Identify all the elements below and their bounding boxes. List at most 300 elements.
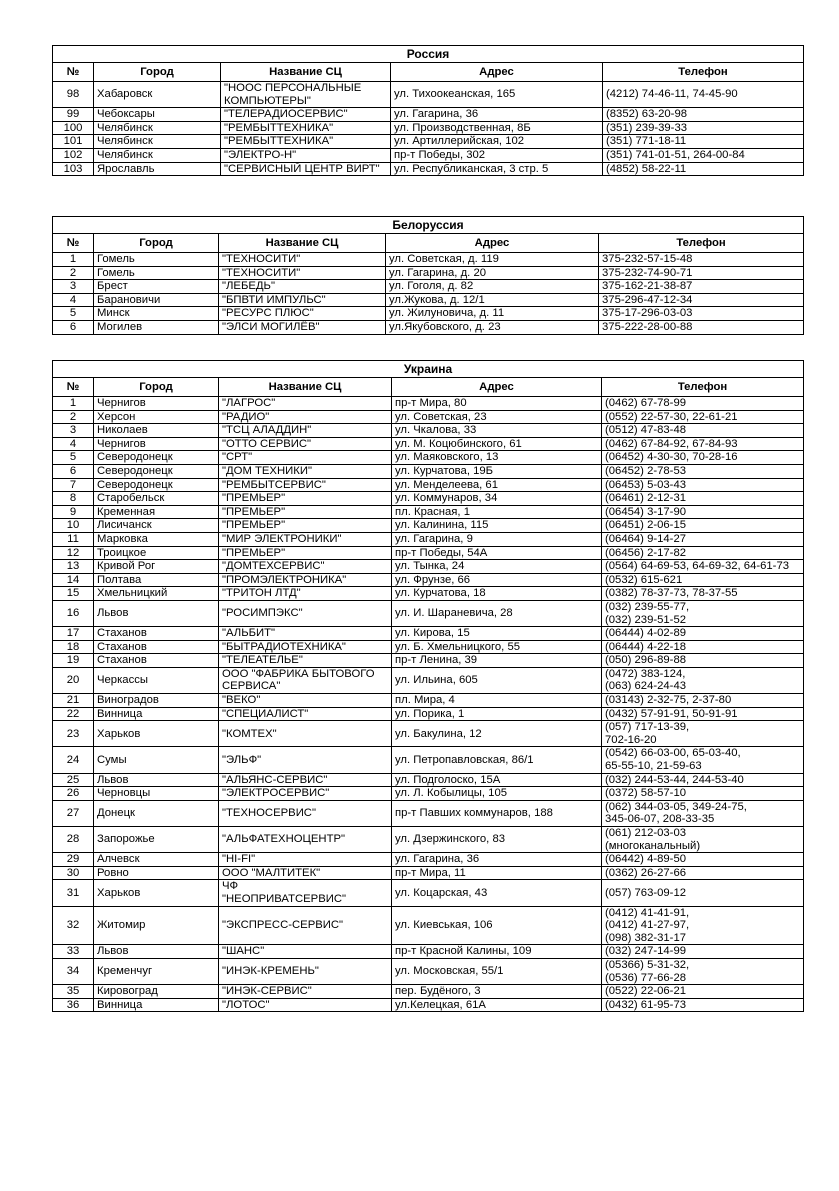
cell-address: пр-т Ленина, 39 — [392, 654, 602, 668]
cell-num: 1 — [53, 397, 94, 411]
cell-city: Кременчуг — [94, 958, 219, 984]
cell-num: 20 — [53, 667, 94, 693]
col-header-phone: Телефон — [599, 234, 804, 253]
cell-num: 3 — [53, 280, 94, 294]
cell-service-center: "БЫТРАДИОТЕХНИКА" — [219, 640, 392, 654]
table-row — [53, 707, 804, 721]
cell-city: Гомель — [94, 266, 219, 280]
cell-num: 2 — [53, 266, 94, 280]
cell-address: пер. Будёного, 3 — [392, 985, 602, 999]
cell-num: 8 — [53, 492, 94, 506]
cell-num: 30 — [53, 866, 94, 880]
cell-city: Николаев — [94, 424, 219, 438]
cell-service-center: "БПВТИ ИМПУЛЬС" — [219, 293, 386, 307]
table-row — [53, 424, 804, 438]
cell-address: ул. Б. Хмельницкого, 55 — [392, 640, 602, 654]
cell-service-center: "ТЕХНОСИТИ" — [219, 266, 386, 280]
table-row — [53, 945, 804, 959]
cell-phone: 375-296-47-12-34 — [599, 293, 804, 307]
cell-phone: 375-17-296-03-03 — [599, 307, 804, 321]
cell-phone: (06452) 4-30-30, 70-28-16 — [602, 451, 804, 465]
cell-phone: (0432) 61-95-73 — [602, 998, 804, 1012]
cell-num: 10 — [53, 519, 94, 533]
cell-num: 21 — [53, 694, 94, 708]
cell-phone: (0552) 22-57-30, 22-61-21 — [602, 410, 804, 424]
cell-city: Харьков — [94, 880, 219, 906]
cell-phone: (0372) 58-57-10 — [602, 787, 804, 801]
cell-num: 36 — [53, 998, 94, 1012]
col-header-city: Город — [94, 63, 221, 82]
cell-address: ул. Курчатова, 18 — [392, 587, 602, 601]
cell-service-center: "РОСИМПЭКС" — [219, 600, 392, 626]
cell-city: Челябинск — [94, 148, 221, 162]
cell-num: 13 — [53, 560, 94, 574]
cell-num: 28 — [53, 827, 94, 853]
cell-city: Черновцы — [94, 787, 219, 801]
cell-city: Могилев — [94, 320, 219, 334]
cell-phone: 375-222-28-00-88 — [599, 320, 804, 334]
cell-address: ул. Гагарина, д. 20 — [386, 266, 599, 280]
cell-city: Сумы — [94, 747, 219, 773]
cell-num: 3 — [53, 424, 94, 438]
cell-phone: (057) 763-09-12 — [602, 880, 804, 906]
cell-phone: (0462) 67-84-92, 67-84-93 — [602, 437, 804, 451]
cell-service-center: "ЛАГРОС" — [219, 397, 392, 411]
cell-city: Херсон — [94, 410, 219, 424]
cell-service-center: "HI-FI" — [219, 853, 392, 867]
cell-city: Донецк — [94, 800, 219, 826]
cell-phone: (061) 212-03-03 (многоканальный) — [602, 827, 804, 853]
col-header-address: Адрес — [392, 378, 602, 397]
cell-service-center: "ТЕХНОСЕРВИС" — [219, 800, 392, 826]
cell-city: Северодонецк — [94, 478, 219, 492]
cell-service-center: "ЭКСПРЕСС-СЕРВИС" — [219, 906, 392, 945]
cell-num: 31 — [53, 880, 94, 906]
cell-service-center: "АЛЬЯНС-СЕРВИС" — [219, 773, 392, 787]
cell-city: Запорожье — [94, 827, 219, 853]
cell-service-center: "АЛЬБИТ" — [219, 627, 392, 641]
cell-phone: (06454) 3-17-90 — [602, 505, 804, 519]
cell-city: Стаханов — [94, 640, 219, 654]
cell-address: пр-т Победы, 302 — [391, 148, 603, 162]
cell-phone: (8352) 63-20-98 — [603, 108, 804, 122]
cell-address: ул. Гагарина, 36 — [391, 108, 603, 122]
cell-address: пл. Красная, 1 — [392, 505, 602, 519]
cell-address: ул. Коммунаров, 34 — [392, 492, 602, 506]
cell-city: Северодонецк — [94, 464, 219, 478]
cell-city: Кривой Рог — [94, 560, 219, 574]
cell-service-center: "РЕМБЫТТЕХНИКА" — [221, 135, 391, 149]
table-row — [53, 958, 804, 984]
cell-service-center: "АЛЬФАТЕХНОЦЕНТР" — [219, 827, 392, 853]
table-row — [53, 135, 804, 149]
col-header-num: № — [53, 234, 94, 253]
cell-address: ул. Подголоско, 15А — [392, 773, 602, 787]
cell-num: 27 — [53, 800, 94, 826]
cell-city: Марковка — [94, 532, 219, 546]
cell-num: 15 — [53, 587, 94, 601]
table-row — [53, 293, 804, 307]
col-header-address: Адрес — [391, 63, 603, 82]
cell-city: Винница — [94, 707, 219, 721]
cell-phone: (032) 239-55-77, (032) 239-51-52 — [602, 600, 804, 626]
table-row — [53, 667, 804, 693]
col-header-address: Адрес — [386, 234, 599, 253]
cell-city: Чернигов — [94, 397, 219, 411]
cell-address: ул.Келецкая, 61А — [392, 998, 602, 1012]
cell-phone: (0522) 22-06-21 — [602, 985, 804, 999]
cell-phone: (062) 344-03-05, 349-24-75, 345-06-07, 208-33-35 — [602, 800, 804, 826]
cell-address: ул. Петропавловская, 86/1 — [392, 747, 602, 773]
cell-num: 19 — [53, 654, 94, 668]
cell-address: ул.Якубовского, д. 23 — [386, 320, 599, 334]
cell-phone: (032) 244-53-44, 244-53-40 — [602, 773, 804, 787]
cell-phone: (06444) 4-02-89 — [602, 627, 804, 641]
cell-service-center: ООО "МАЛТИТЕК" — [219, 866, 392, 880]
table-row — [53, 397, 804, 411]
table-row — [53, 587, 804, 601]
table-row — [53, 108, 804, 122]
table-row — [53, 253, 804, 267]
cell-phone: (4852) 58-22-11 — [603, 162, 804, 176]
cell-city: Львов — [94, 945, 219, 959]
cell-phone: (0462) 67-78-99 — [602, 397, 804, 411]
table-row — [53, 573, 804, 587]
cell-num: 2 — [53, 410, 94, 424]
cell-service-center: "СРТ" — [219, 451, 392, 465]
cell-service-center: "ПРЕМЬЕР" — [219, 492, 392, 506]
table-row — [53, 827, 804, 853]
cell-city: Алчевск — [94, 853, 219, 867]
section-title: Россия — [53, 46, 804, 63]
cell-address: ул. Ильина, 605 — [392, 667, 602, 693]
col-header-city: Город — [94, 234, 219, 253]
cell-service-center: "ТЕХНОСИТИ" — [219, 253, 386, 267]
cell-phone: (050) 296-89-88 — [602, 654, 804, 668]
table-row — [53, 654, 804, 668]
cell-city: Северодонецк — [94, 451, 219, 465]
cell-num: 7 — [53, 478, 94, 492]
cell-phone: (0532) 615-621 — [602, 573, 804, 587]
table-row — [53, 478, 804, 492]
cell-city: Барановичи — [94, 293, 219, 307]
table-row — [53, 266, 804, 280]
cell-address: ул. И. Шараневича, 28 — [392, 600, 602, 626]
cell-city: Полтава — [94, 573, 219, 587]
cell-service-center: "ТЕЛЕРАДИОСЕРВИС" — [221, 108, 391, 122]
cell-city: Черкассы — [94, 667, 219, 693]
cell-address: ул. Гагарина, 9 — [392, 532, 602, 546]
table-row — [53, 162, 804, 176]
cell-phone: (0472) 383-124, (063) 624-24-43 — [602, 667, 804, 693]
cell-phone: (06453) 5-03-43 — [602, 478, 804, 492]
cell-address: ул. Тихоокеанская, 165 — [391, 82, 603, 108]
cell-service-center: "ОТТО СЕРВИС" — [219, 437, 392, 451]
cell-num: 32 — [53, 906, 94, 945]
cell-address: ул. Гоголя, д. 82 — [386, 280, 599, 294]
cell-city: Львов — [94, 600, 219, 626]
cell-address: ул. Фрунзе, 66 — [392, 573, 602, 587]
cell-service-center: "ТРИТОН ЛТД" — [219, 587, 392, 601]
cell-num: 102 — [53, 148, 94, 162]
cell-service-center: "ПРЕМЬЕР" — [219, 505, 392, 519]
cell-num: 4 — [53, 437, 94, 451]
table-row — [53, 640, 804, 654]
cell-service-center: "ИНЭК-КРЕМЕНЬ" — [219, 958, 392, 984]
cell-service-center: "ПРЕМЬЕР" — [219, 546, 392, 560]
cell-phone: (0512) 47-83-48 — [602, 424, 804, 438]
cell-address: ул. Московская, 55/1 — [392, 958, 602, 984]
cell-num: 4 — [53, 293, 94, 307]
cell-service-center: "СЕРВИСНЫЙ ЦЕНТР ВИРТ" — [221, 162, 391, 176]
cell-num: 22 — [53, 707, 94, 721]
cell-address: ул. Коцарская, 43 — [392, 880, 602, 906]
cell-phone: (0382) 78-37-73, 78-37-55 — [602, 587, 804, 601]
cell-num: 11 — [53, 532, 94, 546]
cell-service-center: "ЭЛЕКТРОСЕРВИС" — [219, 787, 392, 801]
cell-service-center: "МИР ЭЛЕКТРОНИКИ" — [219, 532, 392, 546]
cell-phone: 375-232-74-90-71 — [599, 266, 804, 280]
cell-num: 101 — [53, 135, 94, 149]
cell-phone: (06451) 2-06-15 — [602, 519, 804, 533]
cell-city: Ровно — [94, 866, 219, 880]
cell-address: ул. Республиканская, 3 стр. 5 — [391, 162, 603, 176]
section-title: Украина — [53, 361, 804, 378]
cell-phone: (351) 239-39-33 — [603, 121, 804, 135]
cell-address: пр-т Павших коммунаров, 188 — [392, 800, 602, 826]
cell-phone: (06452) 2-78-53 — [602, 464, 804, 478]
cell-phone: (032) 247-14-99 — [602, 945, 804, 959]
cell-phone: (06442) 4-89-50 — [602, 853, 804, 867]
cell-phone: (351) 771-18-11 — [603, 135, 804, 149]
cell-city: Лисичанск — [94, 519, 219, 533]
cell-phone: (057) 717-13-39, 702-16-20 — [602, 721, 804, 747]
cell-address: пр-т Мира, 11 — [392, 866, 602, 880]
cell-city: Чернигов — [94, 437, 219, 451]
cell-num: 25 — [53, 773, 94, 787]
cell-address: ул. Советская, 23 — [392, 410, 602, 424]
cell-num: 6 — [53, 464, 94, 478]
table-row — [53, 532, 804, 546]
cell-address: ул. Кирова, 15 — [392, 627, 602, 641]
cell-num: 26 — [53, 787, 94, 801]
cell-city: Брест — [94, 280, 219, 294]
cell-service-center: "РАДИО" — [219, 410, 392, 424]
cell-address: ул. Порика, 1 — [392, 707, 602, 721]
table-row — [53, 800, 804, 826]
cell-address: ул. Гагарина, 36 — [392, 853, 602, 867]
belarus-table — [52, 216, 804, 335]
cell-address: ул. Маяковского, 13 — [392, 451, 602, 465]
cell-service-center: "ТСЦ АЛАДДИН" — [219, 424, 392, 438]
cell-city: Троицкое — [94, 546, 219, 560]
cell-num: 35 — [53, 985, 94, 999]
cell-num: 99 — [53, 108, 94, 122]
cell-num: 100 — [53, 121, 94, 135]
cell-service-center: "РЕМБЫТТЕХНИКА" — [221, 121, 391, 135]
cell-address: ул. Менделеева, 61 — [392, 478, 602, 492]
table-row — [53, 985, 804, 999]
russia-table — [52, 45, 804, 176]
cell-service-center: "ИНЭК-СЕРВИС" — [219, 985, 392, 999]
col-header-center: Название СЦ — [221, 63, 391, 82]
cell-num: 6 — [53, 320, 94, 334]
cell-address: ул. Производственная, 8Б — [391, 121, 603, 135]
table-row — [53, 464, 804, 478]
cell-num: 17 — [53, 627, 94, 641]
table-row — [53, 121, 804, 135]
cell-city: Гомель — [94, 253, 219, 267]
table-row — [53, 906, 804, 945]
cell-num: 29 — [53, 853, 94, 867]
col-header-num: № — [53, 63, 94, 82]
cell-service-center: "ТЕЛЕАТЕЛЬЕ" — [219, 654, 392, 668]
table-row — [53, 451, 804, 465]
cell-phone: (06464) 9-14-27 — [602, 532, 804, 546]
cell-service-center: "ЭЛСИ МОГИЛЁВ" — [219, 320, 386, 334]
col-header-center: Название СЦ — [219, 378, 392, 397]
section-title: Белоруссия — [53, 217, 804, 234]
cell-address: пл. Мира, 4 — [392, 694, 602, 708]
table-row — [53, 280, 804, 294]
cell-address: ул. Артиллерийская, 102 — [391, 135, 603, 149]
table-row — [53, 600, 804, 626]
table-row — [53, 627, 804, 641]
cell-service-center: "НООС ПЕРСОНАЛЬНЫЕ КОМПЬЮТЕРЫ" — [221, 82, 391, 108]
col-header-city: Город — [94, 378, 219, 397]
cell-service-center: ЧФ "НЕОПРИВАТСЕРВИС" — [219, 880, 392, 906]
cell-address: ул. Калинина, 115 — [392, 519, 602, 533]
cell-service-center: "ЭЛЕКТРО-Н" — [221, 148, 391, 162]
col-header-phone: Телефон — [602, 378, 804, 397]
cell-service-center: "ЛОТОС" — [219, 998, 392, 1012]
cell-num: 103 — [53, 162, 94, 176]
cell-phone: (0362) 26-27-66 — [602, 866, 804, 880]
cell-address: ул.Жукова, д. 12/1 — [386, 293, 599, 307]
cell-address: ул. Советская, д. 119 — [386, 253, 599, 267]
cell-address: пр-т Мира, 80 — [392, 397, 602, 411]
cell-city: Кременная — [94, 505, 219, 519]
cell-address: ул. Курчатова, 19Б — [392, 464, 602, 478]
cell-service-center: "ЛЕБЕДЬ" — [219, 280, 386, 294]
table-row — [53, 505, 804, 519]
table-row — [53, 307, 804, 321]
cell-num: 98 — [53, 82, 94, 108]
cell-service-center: "ДОМТЕХСЕРВИС" — [219, 560, 392, 574]
cell-service-center: "ДОМ ТЕХНИКИ" — [219, 464, 392, 478]
cell-city: Харьков — [94, 721, 219, 747]
cell-num: 24 — [53, 747, 94, 773]
cell-phone: 375-162-21-38-87 — [599, 280, 804, 294]
cell-num: 5 — [53, 307, 94, 321]
cell-city: Кировоград — [94, 985, 219, 999]
cell-address: пр-т Красной Калины, 109 — [392, 945, 602, 959]
table-row — [53, 437, 804, 451]
cell-service-center: ООО "ФАБРИКА БЫТОВОГО СЕРВИСА" — [219, 667, 392, 693]
table-row — [53, 546, 804, 560]
cell-num: 18 — [53, 640, 94, 654]
table-row — [53, 773, 804, 787]
cell-num: 23 — [53, 721, 94, 747]
cell-city: Старобельск — [94, 492, 219, 506]
table-row — [53, 320, 804, 334]
cell-city: Хабаровск — [94, 82, 221, 108]
cell-city: Челябинск — [94, 121, 221, 135]
table-row — [53, 721, 804, 747]
cell-service-center: "РЕСУРС ПЛЮС" — [219, 307, 386, 321]
cell-phone: (0542) 66-03-00, 65-03-40, 65-55-10, 21-59-63 — [602, 747, 804, 773]
cell-address: ул. Дзержинского, 83 — [392, 827, 602, 853]
cell-city: Стаханов — [94, 654, 219, 668]
cell-city: Челябинск — [94, 135, 221, 149]
cell-num: 34 — [53, 958, 94, 984]
cell-phone: (0564) 64-69-53, 64-69-32, 64-61-73 — [602, 560, 804, 574]
cell-num: 12 — [53, 546, 94, 560]
cell-city: Чебоксары — [94, 108, 221, 122]
table-row — [53, 560, 804, 574]
cell-service-center: "ПРЕМЬЕР" — [219, 519, 392, 533]
table-row — [53, 853, 804, 867]
cell-num: 9 — [53, 505, 94, 519]
cell-city: Житомир — [94, 906, 219, 945]
ukraine-table — [52, 360, 804, 1012]
table-row — [53, 519, 804, 533]
cell-address: ул. М. Коцюбинского, 61 — [392, 437, 602, 451]
cell-service-center: "РЕМБЫТСЕРВИС" — [219, 478, 392, 492]
cell-city: Хмельницкий — [94, 587, 219, 601]
cell-address: ул. Л. Кобылицы, 105 — [392, 787, 602, 801]
col-header-num: № — [53, 378, 94, 397]
cell-service-center: "ШАНС" — [219, 945, 392, 959]
cell-num: 14 — [53, 573, 94, 587]
cell-address: ул. Тынка, 24 — [392, 560, 602, 574]
cell-address: ул. Жилуновича, д. 11 — [386, 307, 599, 321]
cell-city: Минск — [94, 307, 219, 321]
cell-num: 5 — [53, 451, 94, 465]
cell-city: Львов — [94, 773, 219, 787]
cell-phone: (351) 741-01-51, 264-00-84 — [603, 148, 804, 162]
cell-phone: (05366) 5-31-32, (0536) 77-66-28 — [602, 958, 804, 984]
cell-city: Стаханов — [94, 627, 219, 641]
table-row — [53, 880, 804, 906]
cell-num: 16 — [53, 600, 94, 626]
cell-city: Винница — [94, 998, 219, 1012]
table-row — [53, 747, 804, 773]
cell-phone: 375-232-57-15-48 — [599, 253, 804, 267]
cell-service-center: "ЭЛЬФ" — [219, 747, 392, 773]
cell-phone: (0412) 41-41-91, (0412) 41-27-97, (098) 382-31-17 — [602, 906, 804, 945]
table-row — [53, 694, 804, 708]
table-row — [53, 410, 804, 424]
cell-phone: (06461) 2-12-31 — [602, 492, 804, 506]
cell-phone: (06456) 2-17-82 — [602, 546, 804, 560]
cell-city: Виноградов — [94, 694, 219, 708]
cell-address: ул. Бакулина, 12 — [392, 721, 602, 747]
cell-num: 33 — [53, 945, 94, 959]
table-row — [53, 866, 804, 880]
table-row — [53, 148, 804, 162]
cell-phone: (0432) 57-91-91, 50-91-91 — [602, 707, 804, 721]
table-row — [53, 998, 804, 1012]
cell-phone: (06444) 4-22-18 — [602, 640, 804, 654]
table-row — [53, 82, 804, 108]
cell-phone: (4212) 74-46-11, 74-45-90 — [603, 82, 804, 108]
cell-phone: (03143) 2-32-75, 2-37-80 — [602, 694, 804, 708]
col-header-center: Название СЦ — [219, 234, 386, 253]
cell-service-center: "КОМТЕХ" — [219, 721, 392, 747]
table-row — [53, 492, 804, 506]
table-row — [53, 787, 804, 801]
